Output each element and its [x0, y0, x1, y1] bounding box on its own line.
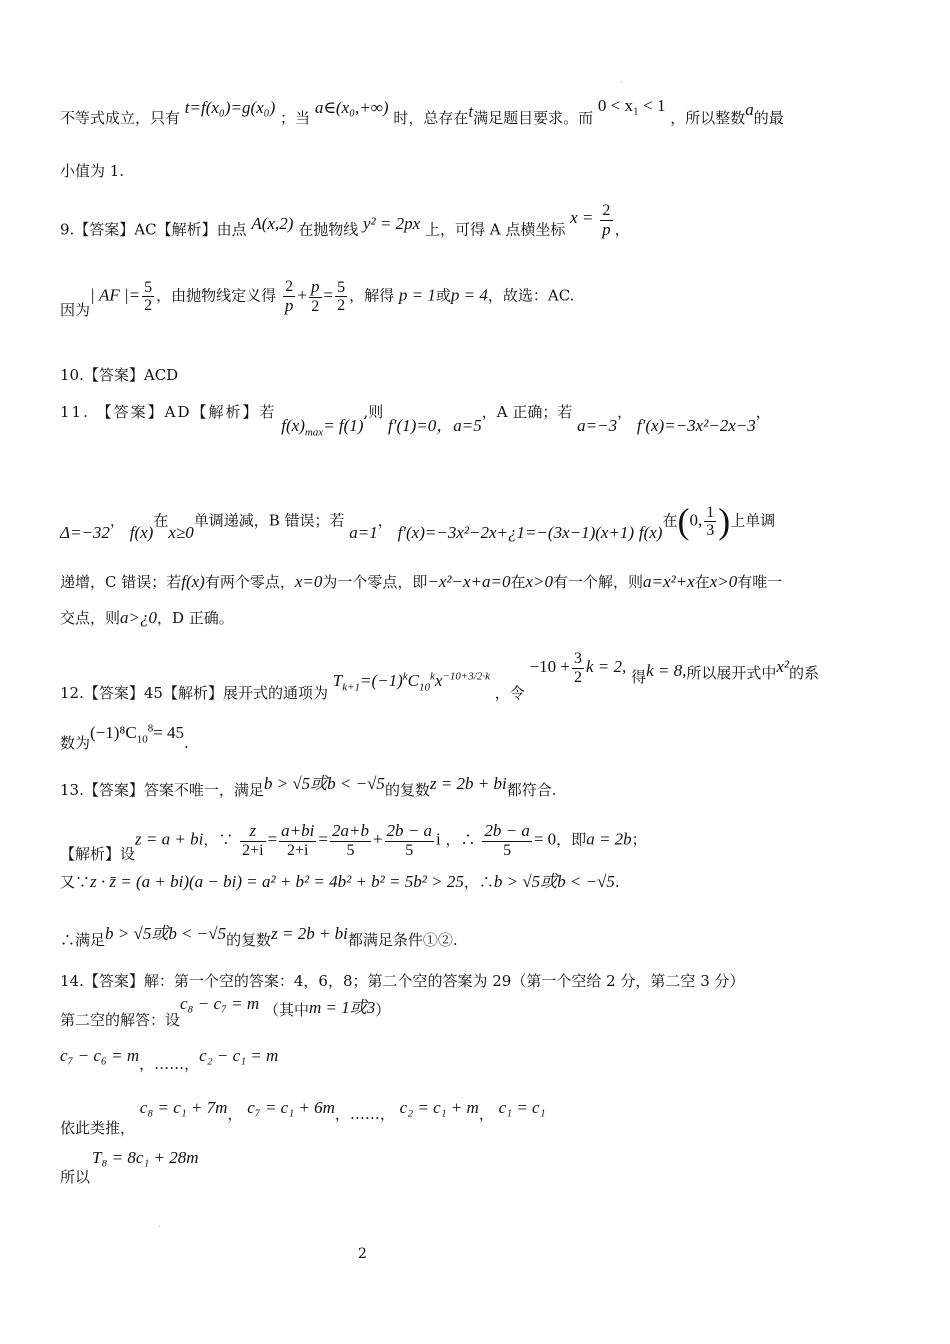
text: ，……， — [139, 1055, 200, 1073]
formula: f(x) — [181, 572, 205, 591]
formula: c₂ = c₁ + m — [399, 1098, 479, 1117]
denominator: 2+i — [242, 841, 264, 859]
text: 有两个零点， — [204, 573, 295, 591]
fraction — [600, 202, 613, 239]
text: ，D 正确。 — [157, 609, 234, 627]
formula — [90, 722, 185, 746]
fraction — [330, 822, 371, 859]
text: ，……， — [334, 1105, 395, 1123]
formula: (−1)⁸C — [90, 722, 137, 742]
formula: Δ=−32 — [60, 522, 110, 542]
text: ，∵ — [203, 830, 234, 849]
text: 11. 【答案】AD【解析】若 — [60, 403, 277, 421]
formula: a∈(x₀,+∞) — [314, 98, 389, 117]
subscript: 10 — [419, 681, 431, 694]
text-line: 小值为 1. — [60, 162, 125, 180]
question-12-line-1 — [60, 650, 820, 703]
formula: i — [436, 829, 441, 849]
formula: f′(x)=−3x²−2x+¿1=−(3x−1)(x+1) — [397, 522, 635, 542]
question-14-line-3 — [60, 1046, 279, 1073]
formula: A(x,2) — [251, 213, 294, 233]
text: ，∴ — [445, 830, 476, 849]
left-paren: ( — [677, 501, 690, 541]
subscript: max — [304, 426, 324, 439]
text: 的最 — [753, 109, 784, 127]
formula: T₈ = 8c₁ + 28m — [92, 1148, 199, 1167]
numerator: 2b − a — [484, 821, 530, 840]
text: ，∴ — [463, 873, 494, 891]
question-11-line-1 — [60, 402, 771, 439]
denominator: 2 — [337, 297, 346, 315]
formula: | AF |= — [90, 285, 141, 305]
formula: a — [745, 100, 754, 119]
formula: x≥0 — [168, 522, 194, 542]
text: 13.【答案】答案不唯一，满足 — [60, 781, 264, 799]
text: ，所以整数 — [670, 109, 746, 127]
text: 数为 — [60, 733, 91, 752]
numerator: a+bi — [281, 821, 315, 840]
superscript: 8 — [147, 722, 154, 734]
formula: a=x²+x — [643, 572, 695, 591]
numerator: 5 — [337, 278, 346, 296]
subscript: 10 — [136, 733, 148, 746]
denominator: p — [284, 295, 294, 315]
fraction — [240, 822, 265, 859]
formula: a=−3 — [577, 416, 618, 435]
fraction — [482, 822, 531, 859]
text: 在抛物线 — [298, 220, 359, 239]
text: ； — [631, 830, 647, 849]
question-13-line-2 — [60, 821, 647, 863]
denominator: 3 — [706, 522, 715, 540]
fraction — [704, 504, 716, 540]
text: 或 — [435, 286, 451, 305]
fraction — [385, 822, 434, 859]
text: 满足题目要求。而 — [473, 109, 594, 127]
formula: x>0 — [525, 572, 554, 591]
text: ， — [109, 511, 125, 530]
right-paren: ) — [718, 501, 731, 541]
text: 因为 — [60, 300, 91, 319]
text: . — [614, 873, 620, 891]
text: 在 — [662, 511, 678, 530]
formula: a = 2b — [586, 829, 632, 849]
formula: t=f(x₀)=g(x₀) — [184, 98, 276, 117]
text: 交点，则 — [60, 609, 121, 627]
formula: −x²−x+a=0 — [427, 572, 511, 591]
text: ， — [227, 1105, 243, 1123]
formula: c₂ − c₁ = m — [199, 1046, 279, 1065]
formula: =(−1) — [360, 671, 403, 691]
text: ；当 — [280, 109, 311, 127]
text: 递增，C 错误；若 — [60, 573, 182, 591]
denominator: 2 — [574, 668, 583, 686]
operator: + — [297, 285, 307, 305]
question-9-line-2 — [60, 277, 575, 319]
operator: = — [318, 829, 328, 849]
formula: x=0 — [294, 572, 323, 591]
text: 上单调 — [730, 511, 776, 530]
formula: a>¿0 — [120, 608, 157, 627]
question-14-formula-t8 — [92, 1148, 199, 1168]
denominator: p — [602, 219, 611, 239]
text: 依此类推， — [60, 1119, 136, 1137]
formula: = 45 — [153, 722, 185, 742]
superscript: k — [402, 670, 408, 683]
text: . — [184, 733, 189, 752]
formula — [281, 416, 364, 439]
formula: c₈ − c₇ = m — [180, 994, 260, 1013]
numerator: 1 — [706, 503, 715, 521]
numerator: 2 — [283, 278, 296, 297]
numerator: p — [311, 277, 320, 296]
denominator: 5 — [405, 841, 414, 859]
numerator: 5 — [144, 278, 153, 296]
speck: · — [158, 1222, 161, 1231]
text: ， — [478, 1105, 494, 1123]
formula: = f(1) — [323, 416, 364, 435]
text: ，即 — [556, 830, 587, 849]
formula: 0, — [689, 510, 703, 530]
text: ，A 正确；若 — [481, 403, 573, 421]
text: ， — [614, 220, 630, 239]
text: 为一个零点，即 — [322, 573, 428, 591]
text: 的复数 — [384, 781, 430, 799]
formula: c₇ − c₆ = m — [60, 1046, 140, 1065]
numerator: 2 — [600, 202, 613, 221]
operator: + — [372, 829, 383, 849]
text: 的复数 — [226, 931, 272, 949]
text: 都满足条件①②. — [347, 931, 458, 949]
fraction — [142, 279, 154, 315]
text: 都符合. — [506, 781, 557, 799]
fraction — [279, 822, 316, 859]
formula: m = 1或3 — [308, 998, 376, 1017]
text-line — [60, 96, 784, 128]
formula: y² = 2px — [363, 213, 421, 233]
formula: T — [332, 671, 343, 691]
formula: b > √5或b < −√5 — [493, 872, 615, 891]
text: ） — [375, 1001, 391, 1019]
text: （其中 — [263, 1001, 309, 1019]
question-13-line-3 — [60, 872, 620, 892]
formula: 0 < x₁ < 1 — [597, 96, 666, 115]
numerator: 3 — [574, 650, 583, 667]
fraction — [335, 279, 347, 315]
formula: f′(x)=−3x²−2x−3 — [636, 416, 756, 435]
formula: p = 4 — [450, 285, 488, 305]
formula: x² — [776, 657, 790, 677]
formula: x>0 — [709, 572, 738, 591]
formula: c₈ = c₁ + 7m — [139, 1098, 228, 1117]
formula: x = — [570, 207, 594, 227]
numerator: 2a+b — [331, 821, 369, 840]
question-13-line-1 — [60, 774, 557, 799]
question-11-line-4 — [60, 608, 234, 628]
formula: c₇ = c₁ + 6m — [247, 1098, 335, 1117]
text: 在 — [153, 511, 169, 530]
text: 上，可得 A 点横坐标 — [424, 220, 566, 239]
operator: = — [323, 285, 334, 305]
text: 9.【答案】AC【解析】由点 — [60, 220, 247, 239]
subscript: k+1 — [342, 681, 361, 694]
formula: b > √5或b < −√5 — [263, 774, 385, 793]
denominator: 2+i — [287, 841, 309, 859]
question-14-line-4 — [60, 1098, 546, 1137]
text: 有唯一 — [737, 573, 783, 591]
text: 第二空的解答：设 — [60, 1011, 181, 1029]
formula: C — [407, 671, 420, 691]
text: ,则 — [363, 403, 384, 421]
formula: k = 8, — [646, 661, 687, 681]
text: 的系 — [789, 664, 820, 683]
text: 【解析】设 — [60, 844, 136, 863]
formula: x — [434, 671, 443, 691]
question-14-line-2 — [60, 994, 391, 1029]
question-11-line-2 — [60, 500, 775, 543]
denominator: 2 — [144, 297, 153, 315]
formula: z = 2b + bi — [429, 774, 507, 793]
formula: c₁ = c₁ — [498, 1098, 546, 1117]
formula: b > √5或b < −√5 — [105, 924, 227, 943]
formula: z · z̄ = (a + bi)(a − bi) = a² + b² = 4b² + b² = 5b² > 25 — [90, 872, 464, 891]
formula: f′(1)=0，a=5 — [388, 416, 482, 435]
formula: f(x) — [638, 522, 663, 542]
text: 单调递减，B 错误；若 — [193, 511, 345, 530]
text: 时，总存在 — [393, 109, 469, 127]
formula: f(x) — [129, 522, 154, 542]
denominator: 5 — [503, 841, 512, 859]
text: ，令 — [494, 684, 525, 703]
page-number: 2 — [358, 1246, 367, 1262]
denominator: 5 — [346, 841, 355, 859]
formula — [332, 670, 490, 694]
text: 不等式成立，只有 — [60, 109, 181, 127]
fraction — [309, 278, 322, 315]
text: ， — [377, 511, 393, 530]
question-9-line-1 — [60, 202, 630, 249]
formula: f(x) — [281, 416, 305, 435]
text: 得 — [631, 668, 647, 687]
text: ，解得 — [349, 286, 395, 305]
formula: t — [468, 102, 474, 121]
question-12-line-2 — [60, 722, 189, 752]
question-10: 10.【答案】ACD — [60, 366, 179, 384]
question-13-line-4 — [60, 924, 458, 949]
formula: = 0 — [533, 829, 557, 849]
numerator: 2b − a — [386, 821, 433, 840]
formula: p = 1 — [398, 285, 436, 305]
text: 在 — [694, 573, 710, 591]
question-14-line-5: 所以 — [60, 1168, 91, 1186]
text: ， — [755, 403, 771, 421]
fraction — [283, 278, 296, 315]
text: 有一个解，则 — [553, 573, 644, 591]
denominator: 2 — [311, 297, 320, 315]
superscript: k — [430, 670, 435, 683]
text: 在 — [510, 573, 526, 591]
superscript: −10+3/2·k — [442, 670, 490, 683]
numerator: z — [240, 822, 265, 842]
question-14-line-1: 14.【答案】解：第一个空的答案：4，6，8；第二个空的答案为 29（第一个空给 2 分，第二空 3 分） — [60, 972, 745, 990]
formula: k = 2, — [586, 657, 627, 677]
text: ∴满足 — [60, 931, 106, 949]
question-11-line-3 — [60, 572, 782, 592]
formula: −10 + — [529, 657, 571, 677]
text: ，故选：AC. — [487, 286, 575, 305]
formula: a=1 — [349, 522, 378, 542]
text: ， — [617, 403, 633, 421]
formula: z = 2b + bi — [271, 924, 348, 943]
text: ，由抛物线定义得 — [156, 286, 277, 305]
formula: z = a + bi — [135, 829, 204, 849]
text: 又∵ — [60, 873, 91, 891]
speck: · — [620, 78, 623, 87]
text: 12.【答案】45【解析】展开式的通项为 — [60, 684, 328, 703]
text: 所以展开式中 — [686, 664, 777, 683]
fraction — [572, 650, 584, 686]
operator: = — [267, 829, 278, 849]
